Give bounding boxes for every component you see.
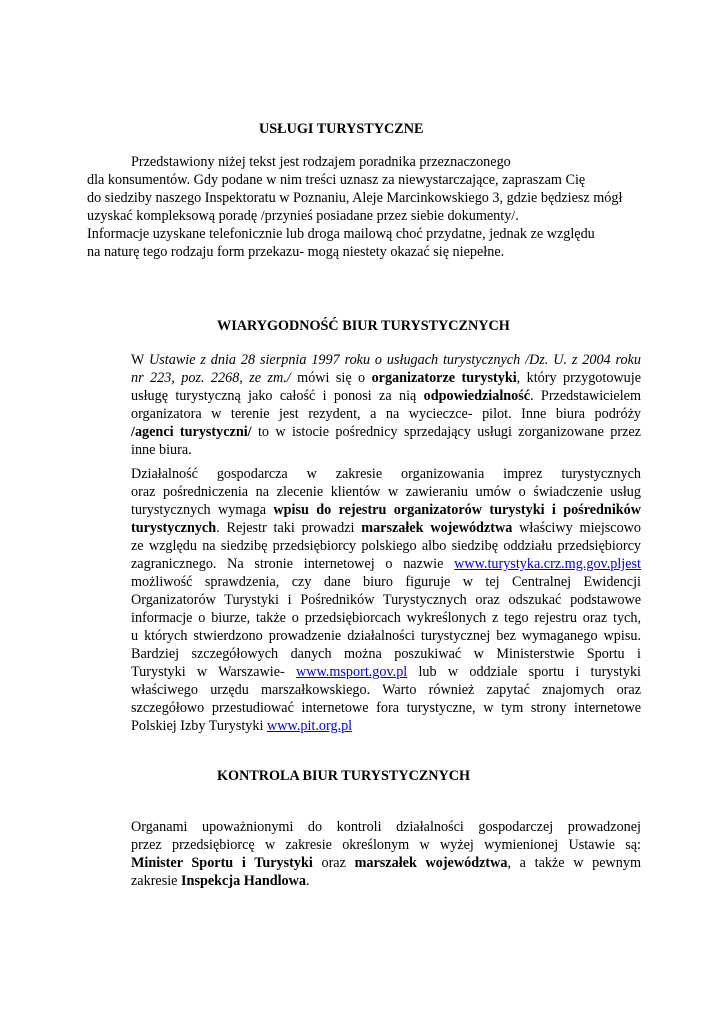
paragraph-line: zagranicznego. Na stronie internetowej o nazwie www.turystyka.crz.mg.gov.pljest <box>131 556 641 572</box>
section-heading-reliability: WIARYGODNOŚĆ BIUR TURYSTYCZNYCH <box>217 318 510 334</box>
pit-link[interactable]: www.pit.org.pl <box>267 718 353 734</box>
paragraph-line: przez przedsiębiorcę w zakresie określonym w wyżej wymienionej Ustawie są: <box>131 837 641 853</box>
paragraph-line: szczegółowo przestudiować internetowe fora turystyczne, w tym strony internetowe <box>131 700 641 716</box>
paragraph-line: Bardziej szczegółowych danych można poszukiwać w Ministerstwie Sportu i <box>131 646 641 662</box>
paragraph-line: nr 223, poz. 2268, ze zm./ mówi się o organizatorze turystyki, który przygotowuje <box>131 370 641 386</box>
paragraph-line: zakresie Inspekcja Handlowa. <box>131 873 310 889</box>
paragraph-line: ze względu na siedzibę przedsiębiorcy polskiego albo siedzibę oddziału przedsiębiorcy <box>131 538 641 554</box>
paragraph-line: Polskiej Izby Turystyki www.pit.org.pl <box>131 718 353 734</box>
intro-line: uzyskać kompleksową poradę /przynieś posiadane przez siebie dokumenty/. <box>87 208 519 224</box>
paragraph-line: W Ustawie z dnia 28 sierpnia 1997 roku o usługach turystycznych /Dz. U. z 2004 roku <box>131 352 641 368</box>
page-title: USŁUGI TURYSTYCZNE <box>259 121 424 137</box>
intro-line: do siedziby naszego Inspektoratu w Poznaniu, Aleje Marcinkowskiego 3, gdzie będziesz mógł <box>87 190 623 206</box>
paragraph-line: Organami upoważnionymi do kontroli działalności gospodarczej prowadzonej <box>131 819 641 835</box>
turystyka-registry-link[interactable]: www.turystyka.crz.mg.gov.pljest <box>454 556 641 572</box>
section-heading-control: KONTROLA BIUR TURYSTYCZNYCH <box>217 768 471 784</box>
paragraph-line: organizatora w terenie jest rezydent, a na wycieczce- pilot. Inne biura podróży <box>131 406 641 422</box>
intro-line: na naturę tego rodzaju form przekazu- mogą niestety okazać się niepełne. <box>87 244 505 260</box>
intro-line: dla konsumentów. Gdy podane w nim treści uznasz za niewystarczające, zapraszam Cię <box>87 172 586 188</box>
msport-link[interactable]: www.msport.gov.pl <box>295 664 408 680</box>
paragraph-line: możliwość sprawdzenia, czy dane biuro figuruje w tej Centralnej Ewidencji <box>131 574 641 590</box>
paragraph-line: Turystyki w Warszawie- www.msport.gov.pl lub w oddziale sportu i turystyki <box>131 664 641 680</box>
paragraph-line: turystycznych. Rejestr taki prowadzi marszałek województwa właściwy miejscowo <box>131 520 642 536</box>
intro-line: Informacje uzyskane telefonicznie lub droga mailową choć przydatne, jednak ze względu <box>87 226 595 242</box>
intro-line: Przedstawiony niżej tekst jest rodzajem poradnika przeznaczonego <box>131 154 511 170</box>
paragraph-line: u których stwierdzono prowadzenie działalności turystycznej bez wymaganego wpisu. <box>131 628 641 644</box>
paragraph-line: informacje o biurze, także o przedsiębiorcach wykreślonych z tego rejestru oraz tych, <box>131 610 641 626</box>
paragraph-line: usługę turystyczną jako całość i ponosi za nią odpowiedzialność. Przedstawicielem <box>131 388 641 404</box>
paragraph-line: Minister Sportu i Turystyki oraz marszałek województwa, a także w pewnym <box>131 855 641 871</box>
paragraph-line: /agenci turystyczni/ to w istocie pośrednicy sprzedający usługi zorganizowane przez <box>131 424 641 440</box>
paragraph-line: właściwego urzędu marszałkowskiego. Warto również zapytać znajomych oraz <box>131 682 641 698</box>
paragraph-line: oraz pośredniczenia na zlecenie klientów w zawieraniu umów o świadczenie usług <box>131 484 641 500</box>
paragraph-line: inne biura. <box>131 442 192 458</box>
paragraph-line: Działalność gospodarcza w zakresie organizowania imprez turystycznych <box>131 466 641 482</box>
paragraph-line: turystycznych wymaga wpisu do rejestru organizatorów turystyki i pośredników <box>131 502 641 518</box>
paragraph-line: Organizatorów Turystyki i Pośredników Turystycznych oraz odszukać podstawowe <box>131 592 641 608</box>
